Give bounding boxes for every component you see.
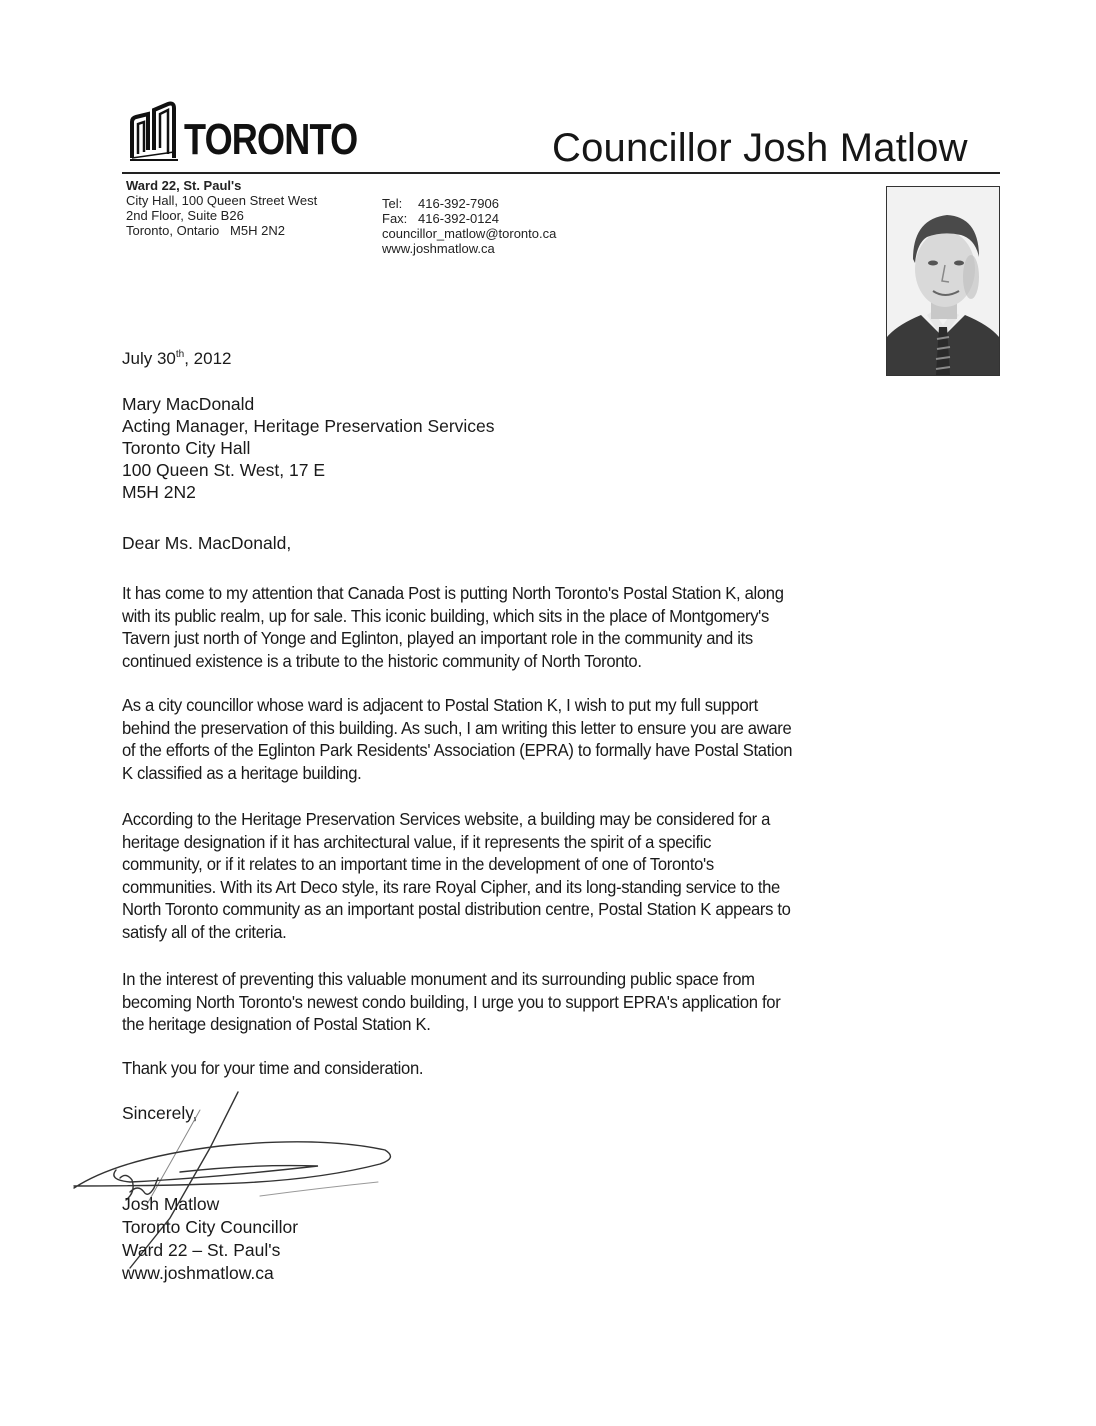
city-hall-icon bbox=[128, 100, 180, 162]
ward-name: Ward 22, St. Paul's bbox=[126, 178, 242, 193]
website-link: www.joshmatlow.ca bbox=[382, 241, 495, 256]
paragraph-line: In the interest of preventing this valuable monument and its surrounding public space from bbox=[122, 969, 755, 989]
paragraph-line: As a city councillor whose ward is adjacent to Postal Station K, I wish to put my full support bbox=[122, 695, 758, 715]
email-address: councillor_matlow@toronto.ca bbox=[382, 226, 557, 241]
signer-website: www.joshmatlow.ca bbox=[122, 1263, 274, 1283]
header-divider bbox=[122, 172, 1000, 174]
date-month-day: July 30 bbox=[122, 349, 176, 368]
portrait-icon bbox=[887, 187, 999, 375]
body-paragraph bbox=[122, 694, 939, 784]
address-line: 2nd Floor, Suite B26 bbox=[126, 208, 244, 223]
contact-info bbox=[382, 196, 556, 256]
address-line: Toronto, Ontario M5H 2N2 bbox=[126, 223, 285, 238]
recipient-street: 100 Queen St. West, 17 E bbox=[122, 460, 325, 480]
address-line: City Hall, 100 Queen Street West bbox=[126, 193, 318, 208]
paragraph-line: heritage designation if it has architectural value, if it represents the spirit of a specific bbox=[122, 831, 712, 852]
paragraph-line: with its public realm, up for sale. This iconic building, which sits in the place of Montgomery's bbox=[122, 605, 770, 626]
recipient-title: Acting Manager, Heritage Preservation Services bbox=[122, 416, 495, 436]
signer-ward: Ward 22 – St. Paul's bbox=[122, 1240, 281, 1260]
signer-title: Toronto City Councillor bbox=[122, 1217, 299, 1237]
tel-label: Tel: bbox=[382, 196, 403, 211]
paragraph-line: K classified as a heritage building. bbox=[122, 762, 362, 783]
city-of-toronto-logo bbox=[128, 100, 395, 162]
paragraph-line: behind the preservation of this building. As such, I am writing this letter to ensure you are aware bbox=[122, 717, 792, 738]
paragraph-line: the heritage designation of Postal Station K. bbox=[122, 1014, 431, 1034]
councillor-portrait bbox=[886, 186, 1000, 376]
paragraph-line: satisfy all of the criteria. bbox=[122, 921, 287, 942]
body-paragraph bbox=[122, 968, 939, 1036]
phone-row bbox=[382, 196, 556, 211]
fax-number: 416-392-0124 bbox=[418, 211, 499, 226]
tel-number: 416-392-7906 bbox=[418, 196, 499, 211]
sign-off: Sincerely, bbox=[122, 1103, 198, 1123]
body-paragraph bbox=[122, 808, 939, 943]
paragraph-line: North Toronto community as an important postal distribution centre, Postal Station K appears to bbox=[122, 899, 791, 919]
signer-name: Josh Matlow bbox=[122, 1194, 220, 1214]
logo-wordmark: TORONTO bbox=[184, 115, 358, 164]
body-paragraph bbox=[122, 582, 939, 672]
fax-row bbox=[382, 211, 556, 226]
salutation: Dear Ms. MacDonald, bbox=[122, 533, 292, 553]
paragraph-line: Tavern just north of Yonge and Eglinton, played an important role in the community and its bbox=[122, 628, 753, 648]
office-address bbox=[126, 178, 317, 238]
paragraph-line: It has come to my attention that Canada Post is putting North Toronto's Postal Station K, along bbox=[122, 583, 784, 603]
recipient-address bbox=[122, 393, 495, 503]
date-year: , 2012 bbox=[184, 349, 232, 368]
recipient-building: Toronto City Hall bbox=[122, 438, 251, 458]
letterhead-title: Councillor Josh Matlow bbox=[552, 126, 968, 170]
closing-thanks: Thank you for your time and consideration. bbox=[122, 1058, 424, 1078]
paragraph-line: continued existence is a tribute to the historic community of North Toronto. bbox=[122, 650, 642, 671]
letter-date bbox=[122, 345, 231, 369]
recipient-name: Mary MacDonald bbox=[122, 394, 255, 414]
paragraph-line: of the efforts of the Eglinton Park Residents' Association (EPRA) to formally have Postal Station bbox=[122, 740, 793, 760]
recipient-postal-code: M5H 2N2 bbox=[122, 482, 196, 502]
paragraph-line: According to the Heritage Preservation Services website, a building may be considered for a bbox=[122, 809, 771, 829]
fax-label: Fax: bbox=[382, 211, 408, 226]
date-ordinal-suffix: th bbox=[175, 349, 185, 360]
paragraph-line: becoming North Toronto's newest condo building, I urge you to support EPRA's application for bbox=[122, 991, 781, 1012]
paragraph-line: communities. With its Art Deco style, its rare Royal Cipher, and its long-standing service to the bbox=[122, 876, 780, 897]
paragraph-line: community, or if it relates to an important time in the development of one of Toronto's bbox=[122, 854, 714, 874]
signature-block bbox=[122, 1193, 298, 1285]
